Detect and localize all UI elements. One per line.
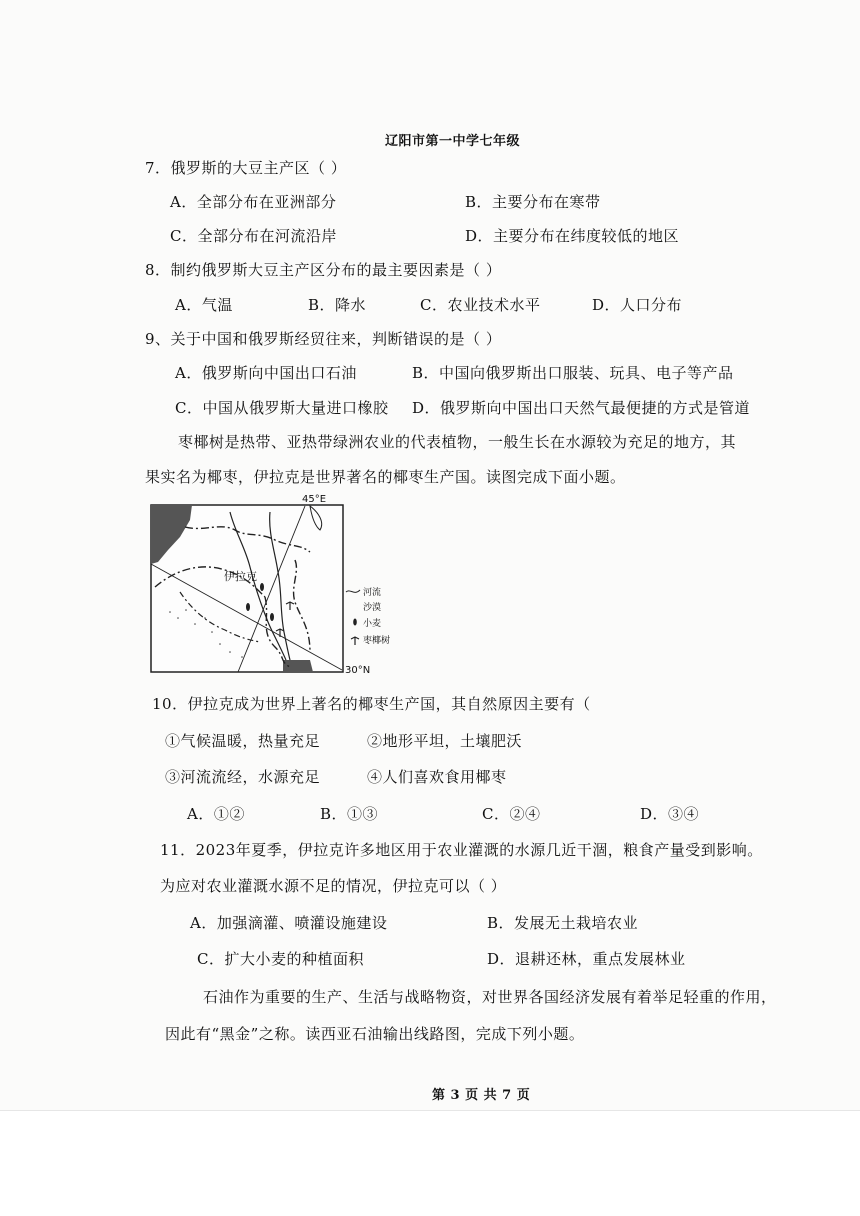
legend-river-label: 河流 <box>363 588 382 598</box>
question-10-option-b: B．①③ <box>320 805 379 823</box>
map-legend <box>346 586 390 646</box>
question-8-option-a: A．气温 <box>175 296 233 314</box>
question-10-option-c: C．②④ <box>482 805 541 823</box>
page-footer: 第 3 页 共 7 页 <box>432 1088 531 1103</box>
legend-wheat-symbol <box>353 619 357 626</box>
legend-river-symbol <box>346 590 360 592</box>
question-10-statement-4: ④人们喜欢食用椰枣 <box>367 768 507 786</box>
question-8-option-d: D．人口分布 <box>592 296 683 314</box>
longitude-label: 45°E <box>302 494 327 505</box>
latitude-label: 30°N <box>345 665 371 676</box>
question-9-stem: 9、关于中国和俄罗斯经贸往来，判断错误的是（ ） <box>145 330 502 348</box>
legend-palm-label: 枣椰树 <box>363 636 391 646</box>
question-10-stem: 10．伊拉克成为世界上著名的椰枣生产国，其自然原因主要有（ <box>152 695 591 713</box>
passage-oil-line2: 因此有“黑金”之称。读西亚石油输出线路图，完成下列小题。 <box>165 1025 585 1043</box>
question-8-option-b: B．降水 <box>308 296 367 314</box>
question-9-option-c: C．中国从俄罗斯大量进口橡胶 <box>175 399 389 417</box>
page-header: 辽阳市第一中学七年级 <box>385 134 521 149</box>
question-7-option-a: A．全部分布在亚洲部分 <box>170 193 337 211</box>
question-9-option-d: D．俄罗斯向中国出口天然气最便捷的方式是管道 <box>412 399 751 417</box>
passage-oil-line1: 石油作为重要的生产、生活与战略物资，对世界各国经济发展有着举足轻重的作用， <box>203 988 777 1006</box>
country-label: 伊拉克 <box>224 570 257 583</box>
legend-wheat-label: 小麦 <box>363 619 382 629</box>
question-11-stem-line1: 11．2023年夏季，伊拉克许多地区用于农业灌溉的水源几近干涸，粮食产量受到影响。 <box>160 841 763 859</box>
question-10-statement-1: ①气候温暖，热量充足 <box>165 732 321 750</box>
question-9-option-a: A．俄罗斯向中国出口石油 <box>175 364 357 382</box>
passage-date-palm-line1: 枣椰树是热带、亚热带绿洲农业的代表植物，一般生长在水源较为充足的地方，其 <box>178 433 737 451</box>
legend-desert-label: 沙漠 <box>363 603 382 613</box>
question-8-stem: 8．制约俄罗斯大豆主产区分布的最主要因素是（ ） <box>145 261 502 279</box>
question-10-option-a: A．①② <box>187 805 245 823</box>
question-7-option-b: B．主要分布在寒带 <box>465 193 601 211</box>
question-11-option-b: B．发展无土栽培农业 <box>487 914 639 932</box>
question-9-option-b: B．中国向俄罗斯出口服装、玩具、电子等产品 <box>412 364 734 382</box>
question-7-option-d: D．主要分布在纬度较低的地区 <box>465 227 680 245</box>
question-11-stem-line2: 为应对农业灌溉水源不足的情况，伊拉克可以（ ） <box>160 877 507 895</box>
legend-palm-symbol <box>351 637 359 645</box>
iraq-map <box>150 492 420 677</box>
question-7-option-c: C．全部分布在河流沿岸 <box>170 227 337 245</box>
question-11-option-a: A．加强滴灌、喷灌设施建设 <box>190 914 388 932</box>
passage-date-palm-line2: 果实名为椰枣，伊拉克是世界著名的椰枣生产国。读图完成下面小题。 <box>145 468 626 486</box>
question-11-option-c: C．扩大小麦的种植面积 <box>197 950 364 968</box>
question-7-stem: 7．俄罗斯的大豆主产区（ ） <box>145 159 347 177</box>
question-8-option-c: C．农业技术水平 <box>420 296 541 314</box>
page-background-gap <box>0 1110 860 1216</box>
question-10-statement-2: ②地形平坦，土壤肥沃 <box>367 732 523 750</box>
question-11-option-d: D．退耕还林，重点发展林业 <box>487 950 686 968</box>
question-10-statement-3: ③河流流经，水源充足 <box>165 768 321 786</box>
question-10-option-d: D．③④ <box>640 805 700 823</box>
